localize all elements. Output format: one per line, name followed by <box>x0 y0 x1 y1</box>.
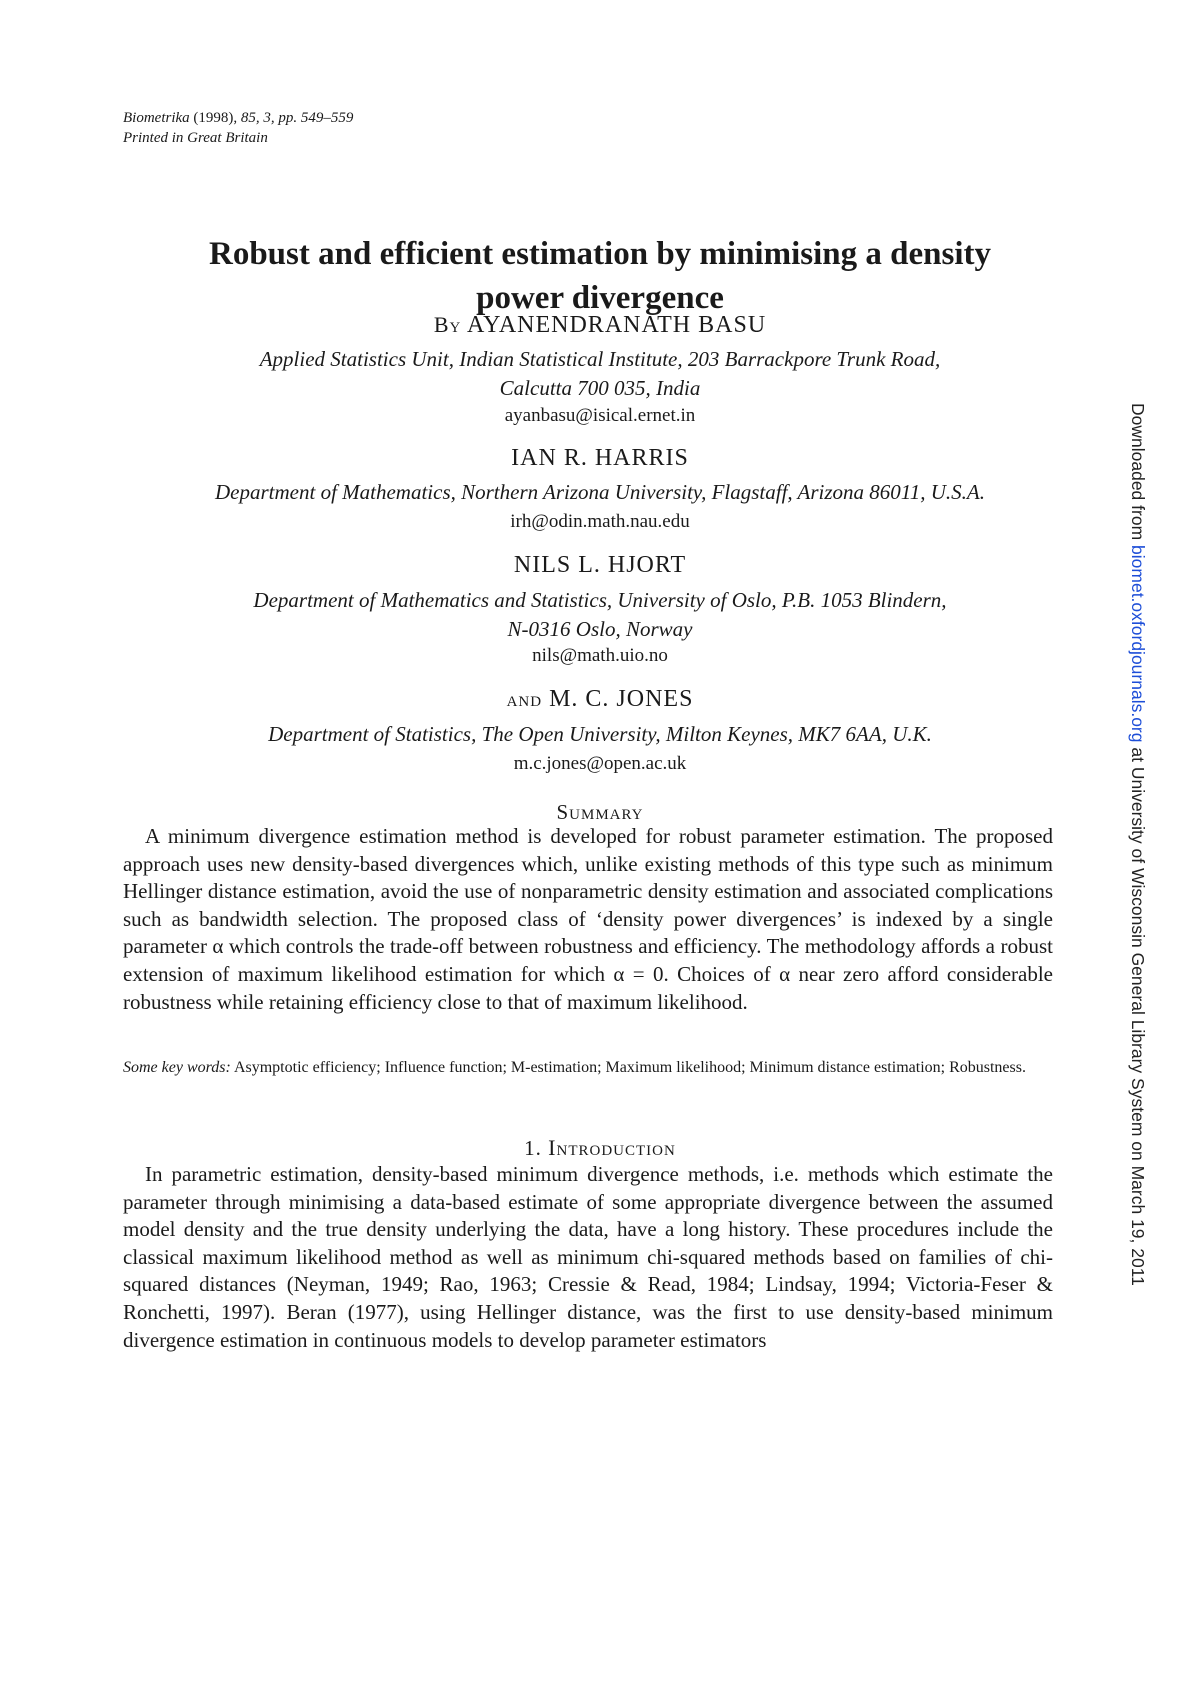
author-hjort: NILS L. HJORT <box>513 552 687 578</box>
keywords-label: Some key words: <box>123 1059 231 1076</box>
affiliation-jones: Department of Statistics, The Open University, Milton Keynes, MK7 6AA, U.K. <box>268 722 932 746</box>
author-name: AYANENDRANATH BASU <box>467 312 767 338</box>
email-harris: irh@odin.math.nau.edu <box>510 511 690 532</box>
printed-in: Printed in Great Britain <box>123 130 268 146</box>
section-heading <box>100 1135 1100 1161</box>
watermark-link[interactable]: biomet.oxfordjournals.org <box>1128 545 1148 743</box>
introduction-text: In parametric estimation, density-based minimum divergence methods, i.e. methods which estimate the parameter through minimising a data-based estimate of some appropriate divergence between the assumed model density and the true density underlying the data, have a long history. These procedures include the classical maximum likelihood method as well as minimum chi-squared methods based on families of chi-squared distances (Neyman, 1949; Rao, 1963; Cressie & Read, 1984; Lindsay, 1994; Victoria-Feser & Ronchetti, 1997). Beran (1977), using Hellinger distance, was the first to use density-based minimum divergence estimation in continuous models to develop parameter estimators <box>123 1162 1053 1352</box>
journal-name: Biometrika <box>123 110 190 126</box>
author-name: M. C. JONES <box>549 686 694 712</box>
paper-title <box>150 232 1050 320</box>
affiliation-basu <box>100 345 1100 403</box>
journal-citation <box>123 108 353 128</box>
affiliation-line: N-0316 Oslo, Norway <box>507 617 693 641</box>
affiliation-line: Department of Mathematics and Statistics, University of Oslo, P.B. 1053 Blindern, <box>253 588 947 612</box>
author-jones <box>100 686 1100 713</box>
email-hjort: nils@math.uio.no <box>532 645 668 666</box>
journal-header <box>123 108 353 148</box>
download-watermark <box>1120 403 1148 1303</box>
author-basu <box>100 312 1100 339</box>
journal-year: (1998), <box>193 110 238 126</box>
section-title: Introduction <box>548 1135 676 1160</box>
title-line-2: power divergence <box>476 280 724 316</box>
affiliation-line: Calcutta 700 035, India <box>499 376 701 400</box>
summary-heading: Summary <box>556 800 644 824</box>
email-basu: ayanbasu@isical.ernet.in <box>504 405 696 426</box>
affiliation-line: Applied Statistics Unit, Indian Statistical Institute, 203 Barrackpore Trunk Road, <box>259 347 941 371</box>
watermark-prefix: Downloaded from <box>1128 403 1148 541</box>
author-harris: IAN R. HARRIS <box>511 445 689 471</box>
watermark-suffix: at University of Wisconsin General Library System on March 19, 2011 <box>1128 747 1148 1286</box>
affiliation-hjort <box>100 586 1100 644</box>
section-number: 1. <box>524 1136 542 1160</box>
keywords-text: Asymptotic efficiency; Influence function; M-estimation; Maximum likelihood; Minimum distance estimation; Robustness. <box>233 1059 1026 1076</box>
author-by-prefix: By <box>433 312 462 337</box>
journal-volume: 85, 3, pp. 549–559 <box>240 110 354 126</box>
author-and-prefix: and <box>506 686 543 711</box>
title-line-1: Robust and efficient estimation by minimising a density <box>209 236 991 272</box>
affiliation-harris: Department of Mathematics, Northern Arizona University, Flagstaff, Arizona 86011, U.S.A. <box>215 480 985 504</box>
keywords <box>123 1057 1053 1079</box>
summary-text: A minimum divergence estimation method is developed for robust parameter estimation. The proposed approach uses new density-based divergences which, unlike existing methods of this type such as minimum Hellinger distance estimation, avoid the use of nonparametric density estimation and associated complications such as bandwidth selection. The proposed class of ‘density power divergences’ is indexed by a single parameter α which controls the trade-off between robustness and efficiency. The methodology affords a robust extension of maximum likelihood estimation for which α = 0. Choices of α near zero afford considerable robustness while retaining efficiency close to that of maximum likelihood. <box>123 824 1053 1014</box>
email-jones: m.c.jones@open.ac.uk <box>513 753 687 774</box>
